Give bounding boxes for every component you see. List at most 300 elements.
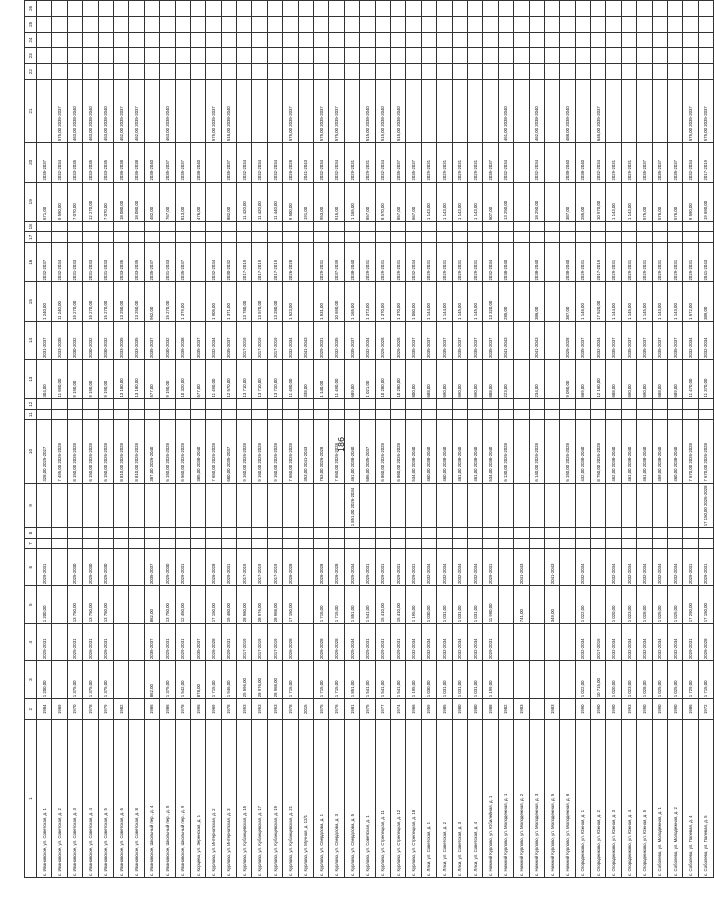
value-cell	[483, 232, 498, 243]
value-cell: 1 025,00	[668, 586, 683, 624]
value-cell	[421, 528, 436, 539]
value-cell	[283, 399, 298, 410]
value-cell: 2032-2035	[329, 321, 344, 359]
value-cell: 2029-2031	[375, 549, 390, 586]
value-cell	[591, 483, 606, 528]
value-cell	[498, 409, 513, 420]
value-cell: 2038-2040	[144, 143, 159, 182]
value-cell	[698, 528, 713, 539]
value-cell	[113, 624, 128, 661]
value-cell	[160, 409, 175, 420]
value-cell: 2032-2034	[314, 143, 329, 182]
value-cell	[83, 483, 98, 528]
value-cell	[591, 64, 606, 80]
value-cell: 1 143,00	[467, 182, 482, 221]
value-cell: 7 070,00	[98, 182, 113, 221]
value-cell	[514, 182, 529, 221]
column-number-row	[25, 1, 37, 878]
value-cell: 686,00 2035-2037	[360, 420, 375, 483]
value-cell	[498, 221, 513, 232]
value-cell	[344, 232, 359, 243]
value-cell	[175, 409, 190, 420]
value-cell	[529, 1, 544, 17]
value-cell: 2032-2034	[206, 321, 221, 359]
value-cell: 2017-2019	[698, 143, 713, 182]
value-cell: 462,00 2038-2040	[529, 80, 544, 143]
value-cell	[206, 182, 221, 221]
value-cell	[668, 1, 683, 17]
value-cell: 2025-2031	[160, 624, 175, 661]
value-cell: 2038-2040	[190, 143, 205, 182]
value-cell	[206, 528, 221, 539]
value-cell: 857,00	[360, 182, 375, 221]
value-cell	[652, 399, 667, 410]
value-cell: 2032-2034	[283, 321, 298, 359]
year-cell: 2015	[298, 699, 313, 720]
value-cell: 19 690,00	[698, 182, 713, 221]
value-cell	[529, 221, 544, 232]
value-cell	[375, 232, 390, 243]
value-cell: 2017-2019	[237, 549, 252, 586]
value-cell: 2033-2035	[113, 321, 128, 359]
value-cell	[221, 221, 236, 232]
value-cell: 8 150,00 2026-2028	[67, 420, 82, 483]
value-cell	[67, 409, 82, 420]
value-cell	[406, 64, 421, 80]
value-cell	[514, 243, 529, 282]
value-cell	[652, 538, 667, 549]
value-cell: 1 200,00	[37, 661, 52, 699]
value-cell	[267, 80, 282, 143]
value-cell: 17 150,00	[283, 586, 298, 624]
address-cell: с. Курлово, ул. Мучная, д. 12/1	[298, 720, 313, 878]
year-cell: 1990	[652, 699, 667, 720]
value-cell	[298, 624, 313, 661]
value-cell: 2035-2037	[144, 549, 159, 586]
value-cell: 577,00	[144, 360, 159, 399]
value-cell: 2032-2034	[652, 624, 667, 661]
table-row	[452, 1, 467, 878]
value-cell: 2017-2019	[237, 624, 252, 661]
address-cell: с. Соболево, ул. Полевая, д. 5	[698, 720, 713, 878]
value-cell: 15 410,00	[390, 586, 405, 624]
value-cell	[175, 64, 190, 80]
value-cell	[329, 16, 344, 32]
value-cell	[514, 1, 529, 17]
value-cell: 10 280,00	[390, 360, 405, 399]
value-cell: 15 270,00	[160, 282, 175, 321]
value-cell	[283, 221, 298, 232]
value-cell	[698, 64, 713, 80]
value-cell: 667,00	[406, 182, 421, 221]
value-cell	[668, 64, 683, 80]
value-cell: 2032-2034	[575, 624, 590, 661]
value-cell: 688,00	[421, 360, 436, 399]
value-cell: 11 490,00	[206, 360, 221, 399]
value-cell	[329, 48, 344, 64]
value-cell	[83, 16, 98, 32]
value-cell	[406, 232, 421, 243]
value-cell	[267, 538, 282, 549]
value-cell	[483, 483, 498, 528]
table-row	[375, 1, 390, 878]
value-cell	[113, 661, 128, 699]
value-cell	[113, 32, 128, 48]
year-cell: 1972	[698, 699, 713, 720]
value-cell: 13 250,00	[113, 282, 128, 321]
year-cell: 1969	[52, 699, 67, 720]
value-cell	[544, 282, 559, 321]
value-cell	[452, 409, 467, 420]
value-cell: 13 710,00	[252, 360, 267, 399]
value-cell: 690,00	[452, 360, 467, 399]
value-cell	[98, 538, 113, 549]
value-cell	[544, 32, 559, 48]
value-cell: 482,00	[144, 182, 159, 221]
value-cell: 575,00 2035-2037	[206, 80, 221, 143]
value-cell	[560, 661, 575, 699]
value-cell	[52, 1, 67, 17]
value-cell: 461,00 2038-2040	[467, 420, 482, 483]
value-cell	[129, 483, 144, 528]
value-cell: 2029-2031	[621, 143, 636, 182]
value-cell	[483, 221, 498, 232]
address-cell: с. Курлово, ул. Кубанцевская, д. 15	[237, 720, 252, 878]
value-cell	[637, 80, 652, 143]
table-row	[591, 1, 606, 878]
value-cell	[529, 16, 544, 32]
column-number-cell: 4	[25, 624, 37, 661]
value-cell	[344, 1, 359, 17]
value-cell: 690,00	[467, 360, 482, 399]
value-cell	[67, 483, 82, 528]
value-cell: 1 146,00	[575, 282, 590, 321]
value-cell: 1 375,00	[98, 661, 113, 699]
value-cell	[314, 48, 329, 64]
value-cell	[283, 48, 298, 64]
value-cell: 9 160,00 2026-2028	[267, 420, 282, 483]
value-cell: 680,00 2035-2037	[221, 420, 236, 483]
value-cell: 461,00 2038-2040	[344, 420, 359, 483]
value-cell	[529, 538, 544, 549]
value-cell	[606, 399, 621, 410]
value-cell: 13 180,00	[129, 360, 144, 399]
value-cell	[37, 48, 52, 64]
value-cell: 2035-2037	[37, 143, 52, 182]
value-cell: 6 140,00 2026-2028	[529, 420, 544, 483]
table-row	[83, 1, 98, 878]
value-cell	[190, 80, 205, 143]
value-cell	[67, 1, 82, 17]
year-cell: 1980	[467, 699, 482, 720]
value-cell: 1 541,00	[360, 586, 375, 624]
value-cell	[190, 586, 205, 624]
value-cell	[67, 528, 82, 539]
value-cell	[606, 1, 621, 17]
value-cell	[360, 64, 375, 80]
value-cell	[83, 32, 98, 48]
value-cell: 1 375,00	[83, 661, 98, 699]
value-cell	[360, 48, 375, 64]
value-cell: 7 670,00 2026-2028	[683, 420, 698, 483]
value-cell: 2030-2032	[98, 321, 113, 359]
value-cell	[267, 399, 282, 410]
value-cell	[529, 48, 544, 64]
value-cell	[621, 232, 636, 243]
value-cell	[621, 48, 636, 64]
value-cell	[514, 221, 529, 232]
value-cell: 888,00	[483, 360, 498, 399]
value-cell	[37, 483, 52, 528]
value-cell	[83, 232, 98, 243]
value-cell	[421, 483, 436, 528]
value-cell	[175, 221, 190, 232]
value-cell: 2030-2032	[83, 321, 98, 359]
value-cell	[37, 399, 52, 410]
value-cell: 12 270,00	[83, 182, 98, 221]
value-cell	[314, 221, 329, 232]
value-cell: 25 596,00	[237, 661, 252, 699]
table-row	[498, 1, 513, 878]
value-cell	[83, 399, 98, 410]
value-cell: 2030-2032	[221, 243, 236, 282]
value-cell: 1 195,00	[406, 586, 421, 624]
value-cell: 2033-2035	[67, 143, 82, 182]
value-cell	[575, 32, 590, 48]
value-cell: 12 570,00	[221, 360, 236, 399]
value-cell: 2032-2034	[637, 624, 652, 661]
table-row	[190, 1, 205, 878]
value-cell: 385,00 2038-2040	[190, 420, 205, 483]
address-cell: с. Ивановское, ул. Советская, д. 3	[67, 720, 82, 878]
value-cell	[621, 32, 636, 48]
value-cell	[498, 64, 513, 80]
table-row	[67, 1, 82, 878]
value-cell: 2029-2031	[452, 143, 467, 182]
value-cell: 2029-2031	[37, 549, 52, 586]
value-cell	[698, 16, 713, 32]
value-cell: 2017-2019	[591, 243, 606, 282]
value-cell: 2025-2034	[344, 549, 359, 586]
value-cell	[621, 1, 636, 17]
value-cell	[683, 32, 698, 48]
value-cell: 1 031,00	[467, 586, 482, 624]
value-cell: 534,00 2038-2040	[483, 420, 498, 483]
value-cell	[314, 64, 329, 80]
column-number-cell: 21	[25, 80, 37, 143]
value-cell	[437, 538, 452, 549]
value-cell	[514, 321, 529, 359]
value-cell: 2032-2034	[621, 624, 636, 661]
table-row	[144, 1, 159, 878]
value-cell	[529, 483, 544, 528]
table-row	[529, 1, 544, 878]
value-cell	[144, 1, 159, 17]
value-cell	[344, 80, 359, 143]
value-cell	[67, 538, 82, 549]
value-cell	[637, 48, 652, 64]
value-cell	[52, 399, 67, 410]
value-cell	[668, 48, 683, 64]
value-cell: 689,00	[668, 360, 683, 399]
value-cell	[375, 528, 390, 539]
value-cell: 463,00 2038-2040	[67, 80, 82, 143]
address-cell: с. Нижний Курлово, ул. Молодежная, д. 6	[560, 720, 575, 878]
value-cell: 763,00 2026-2028	[314, 420, 329, 483]
address-cell: с. Ксрцево, ул. Зеренская, д. 1	[190, 720, 205, 878]
year-cell: 1986	[160, 699, 175, 720]
value-cell: 2025-2030	[67, 549, 82, 586]
value-cell	[529, 409, 544, 420]
value-cell	[575, 399, 590, 410]
value-cell	[129, 221, 144, 232]
value-cell	[452, 1, 467, 17]
value-cell	[514, 48, 529, 64]
value-cell: 2026-2028	[283, 243, 298, 282]
value-cell	[621, 64, 636, 80]
column-number-cell: 22	[25, 64, 37, 80]
value-cell: 2032-2034	[237, 143, 252, 182]
value-cell: 2038-2040	[344, 243, 359, 282]
value-cell	[544, 420, 559, 483]
value-cell	[283, 232, 298, 243]
value-cell: 1 531,00	[314, 282, 329, 321]
value-cell	[206, 409, 221, 420]
value-cell: 2038-2040	[498, 243, 513, 282]
value-cell	[390, 64, 405, 80]
value-cell	[190, 409, 205, 420]
value-cell	[344, 538, 359, 549]
value-cell: 962,00	[144, 282, 159, 321]
address-cell: с. Ивановское, ул. Советская, д. 4	[83, 720, 98, 878]
value-cell	[375, 538, 390, 549]
value-cell	[252, 232, 267, 243]
value-cell: 6 130,00 2026-2028	[498, 420, 513, 483]
value-cell: 1 379,00	[175, 282, 190, 321]
table-row	[37, 1, 52, 878]
value-cell	[221, 528, 236, 539]
value-cell: 2032-2037	[37, 243, 52, 282]
value-cell	[190, 32, 205, 48]
value-cell: 13 750,00	[83, 586, 98, 624]
value-cell	[514, 232, 529, 243]
value-cell: 690,00	[637, 360, 652, 399]
value-cell	[591, 538, 606, 549]
value-cell	[668, 483, 683, 528]
value-cell	[298, 32, 313, 48]
value-cell: 1 851,00	[344, 661, 359, 699]
value-cell	[514, 528, 529, 539]
year-cell	[129, 699, 144, 720]
value-cell: 11 420,00	[252, 182, 267, 221]
value-cell	[637, 538, 652, 549]
column-number-cell: 20	[25, 143, 37, 182]
value-cell: 2032-2034	[637, 549, 652, 586]
value-cell	[637, 16, 652, 32]
value-cell	[683, 1, 698, 17]
value-cell	[344, 16, 359, 32]
value-cell	[144, 232, 159, 243]
value-cell	[67, 399, 82, 410]
address-cell: с. Курлово, ул. Интернатская, д. 2	[206, 720, 221, 878]
value-cell: 2032-2034	[452, 549, 467, 586]
value-cell: 9 160,00 2026-2028	[252, 420, 267, 483]
value-cell	[437, 48, 452, 64]
value-cell: 1 028,00	[637, 661, 652, 699]
value-cell: 461,00 2038-2040	[452, 420, 467, 483]
column-number-cell: 15	[25, 282, 37, 321]
value-cell	[437, 399, 452, 410]
value-cell: 689,00	[344, 360, 359, 399]
value-cell	[52, 483, 67, 528]
value-cell: 2032-2034	[698, 321, 713, 359]
value-cell	[652, 232, 667, 243]
value-cell	[452, 64, 467, 80]
table-row	[237, 1, 252, 878]
value-cell	[160, 232, 175, 243]
value-cell	[175, 1, 190, 17]
value-cell: 463,00 2038-2040	[83, 80, 98, 143]
value-cell	[483, 16, 498, 32]
value-cell	[144, 399, 159, 410]
value-cell	[698, 48, 713, 64]
value-cell: 13 250,00	[498, 182, 513, 221]
year-cell: 1966	[406, 699, 421, 720]
value-cell: 2035-2037	[483, 321, 498, 359]
value-cell: 1 572,00	[683, 282, 698, 321]
value-cell: 17 150,00 2026-2028	[698, 483, 713, 528]
value-cell: 2038-2040	[560, 243, 575, 282]
value-cell	[421, 48, 436, 64]
address-cell: с. Нижний Курлово, ул. Молодежная, д. 5	[544, 720, 559, 878]
value-cell: 349,00	[544, 586, 559, 624]
table-row	[698, 1, 713, 878]
value-cell: 2031-2037	[37, 321, 52, 359]
value-cell: 463,00 2038-2040	[160, 80, 175, 143]
value-cell	[98, 16, 113, 32]
value-cell	[283, 16, 298, 32]
table-body	[25, 1, 714, 878]
value-cell: 2032-2034	[467, 549, 482, 586]
value-cell: 800,00	[406, 360, 421, 399]
value-cell	[298, 483, 313, 528]
value-cell	[329, 1, 344, 17]
value-cell: 13 710,00	[237, 360, 252, 399]
value-cell	[668, 409, 683, 420]
table-row	[683, 1, 698, 878]
value-cell: 1 542,00	[175, 661, 190, 699]
value-cell: 1 715,00	[314, 661, 329, 699]
value-cell	[390, 409, 405, 420]
value-cell: 1 371,00	[221, 282, 236, 321]
value-cell: 2035-2037	[421, 321, 436, 359]
value-cell: 575,00 2035-2037	[683, 80, 698, 143]
value-cell: 1 143,00	[437, 182, 452, 221]
value-cell	[452, 538, 467, 549]
value-cell	[267, 48, 282, 64]
value-cell: 2026-2028	[329, 624, 344, 661]
value-cell: 2035-2037	[606, 321, 621, 359]
value-cell	[98, 1, 113, 17]
column-number-cell: 23	[25, 48, 37, 64]
value-cell	[390, 538, 405, 549]
value-cell	[575, 538, 590, 549]
value-cell	[237, 538, 252, 549]
value-cell: 2025-2030	[83, 549, 98, 586]
year-cell: 1959	[421, 699, 436, 720]
year-cell: 1986	[683, 699, 698, 720]
value-cell	[668, 221, 683, 232]
